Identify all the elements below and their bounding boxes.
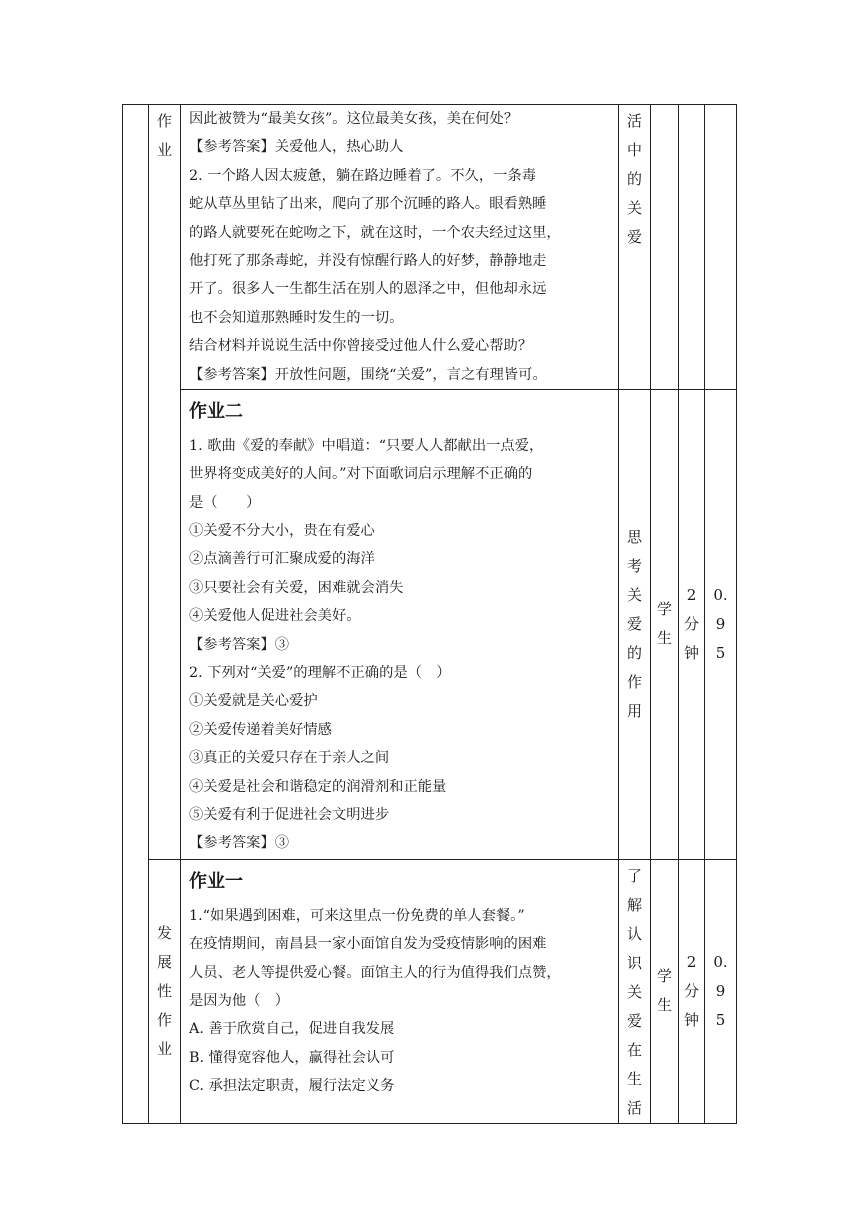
vertical-char: 2 [686,952,697,971]
vertical-char: 活 [626,112,642,130]
content-line: B. 懂得宽容他人，赢得社会认可 [189,1049,395,1066]
content-line: 开了。很多人一生都生活在别人的恩泽之中，但他却永远 [189,281,547,298]
content-line: 【参考答案】③ [189,835,290,852]
time-cell [679,859,705,1123]
section-heading: 作业一 [189,870,243,892]
homework-table [122,104,737,1124]
score-cell [705,859,737,1123]
vertical-char: 生 [656,996,672,1015]
content-line: ③只要社会有关爱，困难就会消失 [189,579,404,596]
vertical-char: 0. [713,952,728,971]
content-line: 2. 下列对“关爱”的理解不正确的是（ ） [189,665,451,682]
vertical-char: 解 [626,895,642,914]
vertical-char: 5 [715,1010,726,1029]
vertical-char: 业 [156,1039,172,1058]
vertical-char: 分 [683,981,699,1000]
vertical-char: 关 [626,585,642,604]
vertical-char: 性 [156,981,172,1000]
content-line: 【参考答案】③ [189,636,290,653]
content-line: 【参考答案】开放性问题，围绕“关爱”，言之有理皆可。 [189,366,547,383]
vertical-char: 关 [626,199,642,217]
content-line: ②关爱传递着美好情感 [189,721,332,738]
content-line: 蛇从草丛里钻了出来，爬向了那个沉睡的路人。眼看熟睡 [189,196,547,213]
content-line: ④关爱是社会和谐稳定的润滑剂和正能量 [189,778,447,795]
content-line: 2. 一个路人因太疲惫，躺在路边睡着了。不久，一条毒 [189,167,537,184]
category-cell [123,105,149,1124]
vertical-char: 思 [626,527,642,546]
vertical-char: 关 [626,982,642,1001]
content-line: 是因为他（ ） [189,993,290,1010]
vertical-char: 爱 [626,228,642,246]
vertical-char: 作 [156,1010,172,1029]
vertical-char: 作 [626,672,642,691]
section-heading: 作业二 [189,400,243,422]
score-cell [705,105,737,390]
content-line: ①关爱就是关心爱护 [189,693,318,710]
content-line: 在疫情期间，南昌县一家小面馆自发为受疫情影响的困难 [189,936,547,953]
vertical-char: 的 [626,643,642,662]
type-cell [149,859,181,1123]
table-row [123,105,737,390]
content-line: ④关爱他人促进社会美好。 [189,608,361,625]
time-cell [679,389,705,859]
content-line: 因此被赞为“最美女孩”。这位最美女孩，美在何处？ [189,111,519,127]
vertical-char: 活 [626,1098,642,1117]
vertical-char: 5 [715,643,726,662]
vertical-char: 认 [626,924,642,943]
table-row [123,859,737,1123]
vertical-char: 业 [156,141,172,159]
vertical-char: 9 [715,981,726,1000]
goal-cell [619,389,651,859]
vertical-char: 了 [626,866,642,885]
content-cell [181,105,619,390]
vertical-char: 用 [626,701,642,720]
content-line: 1.“如果遇到困难，可来这里点一份免费的单人套餐。” [189,907,525,924]
content-line: C. 承担法定职责，履行法定义务 [189,1078,395,1095]
vertical-char: 分 [683,614,699,633]
vertical-char: 作 [156,112,172,130]
vertical-char: 考 [626,556,642,575]
vertical-char: 爱 [626,1011,642,1030]
vertical-char: 0. [713,585,728,604]
subject-cell [651,389,679,859]
subject-cell [651,859,679,1123]
score-cell [705,389,737,859]
vertical-char: 2 [686,585,697,604]
vertical-char: 钟 [683,1010,699,1029]
goal-cell [619,105,651,390]
content-line: 的路人就要死在蛇吻之下，就在这时，一个农夫经过这里， [189,224,561,241]
content-line: 结合材料并说说生活中你曾接受过他人什么爱心帮助？ [189,338,533,355]
vertical-char: 生 [656,629,672,648]
vertical-char: 中 [626,141,642,159]
time-cell [679,105,705,390]
vertical-char: 学 [656,967,672,986]
vertical-char: 爱 [626,614,642,633]
content-cell [181,859,619,1123]
content-line: ②点滴善行可汇聚成爱的海洋 [189,551,375,568]
vertical-char: 在 [626,1040,642,1059]
content-line: ⑤关爱有利于促进社会文明进步 [189,806,390,823]
table-row [123,389,737,859]
content-line: A. 善于欣赏自己，促进自我发展 [189,1021,395,1038]
content-cell [181,389,619,859]
vertical-char: 展 [156,952,172,971]
content-line: 也不会知道那熟睡时发生的一切。 [189,309,404,326]
content-line: 人员、老人等提供爱心餐。面馆主人的行为值得我们点赞， [189,964,561,981]
vertical-char: 识 [626,953,642,972]
content-line: ①关爱不分大小，贵在有爱心 [189,523,375,540]
vertical-char: 生 [626,1069,642,1088]
content-line: 是（ ） [189,494,261,511]
content-line: 【参考答案】关爱他人，热心助人 [189,139,404,156]
goal-cell [619,859,651,1123]
content-line: 1. 歌曲《爱的奉献》中唱道：“只要人人都献出一点爱， [189,437,544,454]
vertical-char: 9 [715,614,726,633]
content-line: ③真正的关爱只存在于亲人之间 [189,750,390,767]
vertical-char: 发 [156,923,172,942]
content-line: 他打死了那条毒蛇，并没有惊醒行路人的好梦，静静地走 [189,252,547,269]
type-cell [149,105,181,860]
vertical-char: 的 [626,170,642,188]
content-line: 世界将变成美好的人间。”对下面歌词启示理解不正确的 [189,466,533,483]
vertical-char: 钟 [683,643,699,662]
vertical-char: 学 [656,600,672,619]
subject-cell [651,105,679,390]
